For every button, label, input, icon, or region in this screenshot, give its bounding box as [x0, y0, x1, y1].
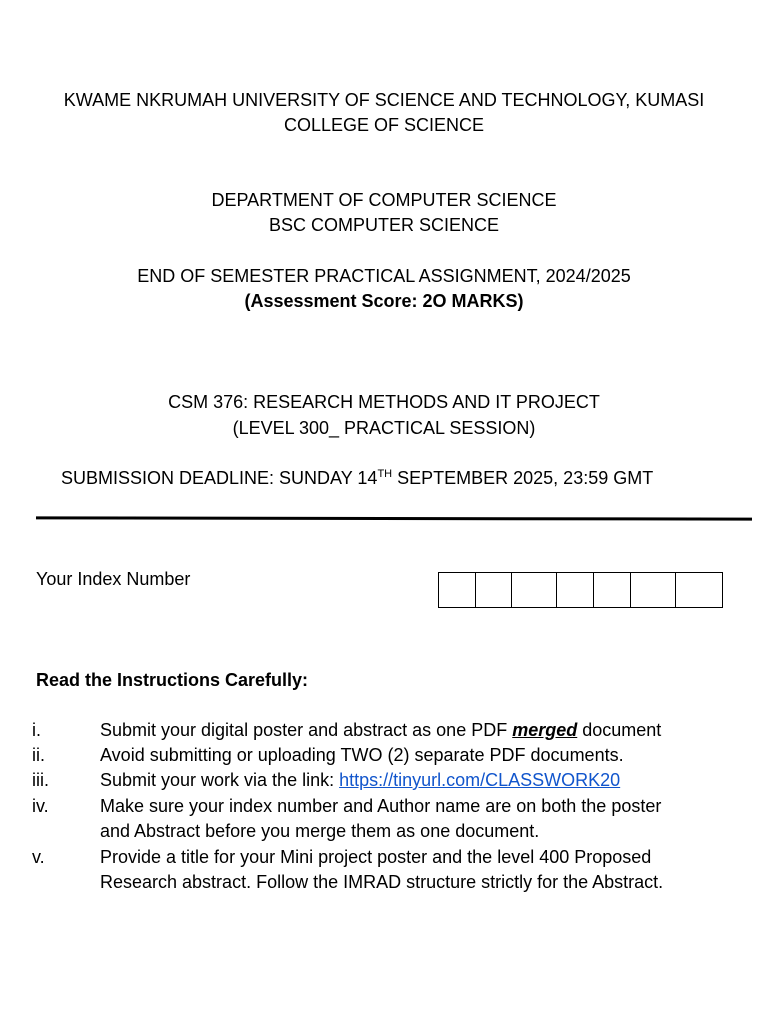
index-digit-box[interactable] [512, 573, 557, 607]
list-item-line: Research abstract. Follow the IMRAD structure strictly for the Abstract. [100, 872, 664, 892]
deadline-superscript: TH [377, 468, 393, 480]
submission-link[interactable]: https://tinyurl.com/CLASSWORK20 [339, 770, 621, 790]
list-number: iii. [32, 770, 49, 790]
department-name: DEPARTMENT OF COMPUTER SCIENCE [211, 190, 557, 210]
list-item [100, 770, 620, 791]
list-number: v. [32, 847, 45, 867]
item-text: Submit your work via the link: [100, 770, 340, 790]
index-digit-box[interactable] [631, 573, 676, 607]
list-item: Avoid submitting or uploading TWO (2) separate PDF documents. [100, 745, 624, 765]
deadline-prefix: SUBMISSION DEADLINE: SUNDAY 14 [61, 468, 378, 488]
list-item [100, 720, 661, 741]
list-item-line: Provide a title for your Mini project poster and the level 400 Proposed [100, 847, 652, 867]
college-name: COLLEGE OF SCIENCE [283, 115, 485, 135]
programme-name: BSC COMPUTER SCIENCE [268, 215, 500, 235]
item-text: Submit your digital poster and abstract as one PDF [100, 720, 513, 740]
list-number: ii. [32, 745, 45, 765]
horizontal-rule [36, 516, 752, 520]
index-number-boxes [438, 572, 723, 608]
emphasis-merged: merged [512, 720, 578, 740]
list-item-line: Make sure your index number and Author name are on both the poster [100, 796, 662, 816]
list-number: iv. [32, 796, 49, 816]
assignment-title: END OF SEMESTER PRACTICAL ASSIGNMENT, 2024/2025 [137, 266, 631, 286]
submission-deadline [61, 468, 653, 489]
list-item-line: and Abstract before you merge them as one document. [100, 821, 540, 841]
index-digit-box[interactable] [439, 573, 476, 607]
list-number: i. [32, 720, 41, 740]
instructions-heading: Read the Instructions Carefully: [36, 670, 309, 690]
deadline-suffix: SEPTEMBER 2025, 23:59 GMT [392, 468, 654, 488]
index-digit-box[interactable] [557, 573, 594, 607]
university-name: KWAME NKRUMAH UNIVERSITY OF SCIENCE AND TECHNOLOGY, KUMASI [63, 90, 705, 110]
course-title: CSM 376: RESEARCH METHODS AND IT PROJECT [168, 392, 600, 412]
index-digit-box[interactable] [594, 573, 631, 607]
index-number-label: Your Index Number [36, 569, 191, 589]
index-digit-box[interactable] [676, 573, 722, 607]
assessment-score: (Assessment Score: 2O MARKS) [244, 291, 524, 311]
session-title: (LEVEL 300_ PRACTICAL SESSION) [232, 418, 536, 438]
item-text: document [577, 720, 662, 740]
index-digit-box[interactable] [476, 573, 512, 607]
